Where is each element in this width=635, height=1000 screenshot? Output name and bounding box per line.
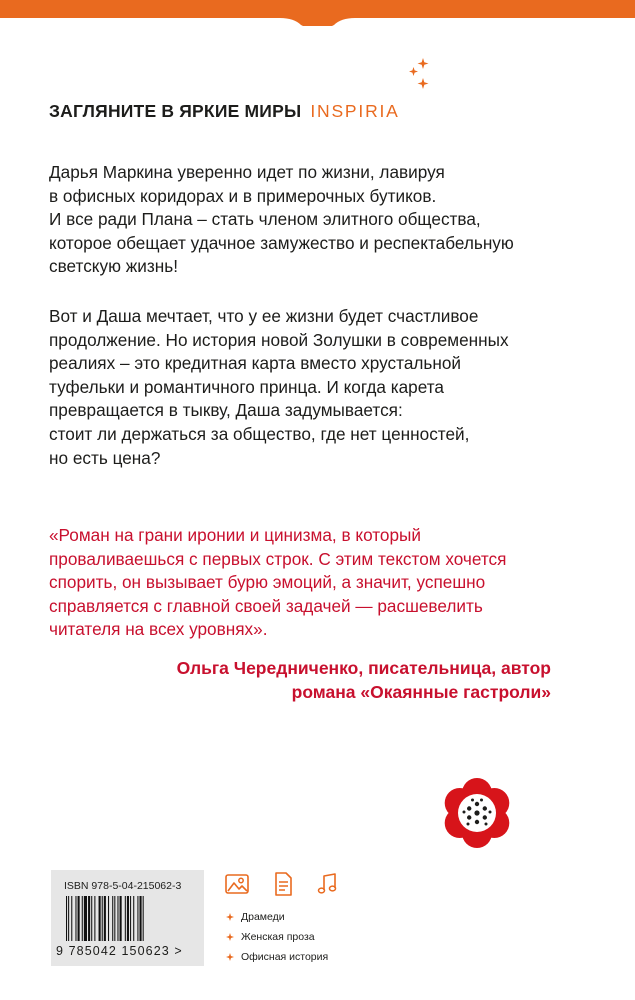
isbn-label: ISBN 978-5-04-215062-3 bbox=[64, 880, 182, 892]
series-header bbox=[49, 101, 400, 122]
review-quote bbox=[49, 524, 599, 642]
star-icon bbox=[226, 953, 234, 961]
text-line: которое обещает удачное замужество и респектабельную bbox=[49, 232, 514, 253]
text-line: но есть цена? bbox=[49, 447, 161, 468]
description-paragraph-2 bbox=[49, 305, 589, 470]
text-line: туфельки и романтичного принца. И когда карета bbox=[49, 376, 444, 397]
document-icon bbox=[270, 871, 296, 897]
text-line: светскую жизнь! bbox=[49, 256, 178, 277]
quote-line: справляется с главной своей задачей — расшевелить bbox=[49, 595, 483, 616]
attribution-line: Ольга Чередниченко, писательница, автор bbox=[176, 658, 551, 678]
text-line: в офисных коридорах и в примерочных бутиков. bbox=[49, 185, 437, 206]
music-note-icon bbox=[314, 871, 340, 897]
quote-attribution bbox=[177, 657, 551, 704]
star-icon bbox=[226, 933, 234, 941]
quote-line: читателя на всех уровнях». bbox=[49, 619, 268, 640]
genre-label: Драмеди bbox=[241, 911, 285, 923]
genre-label: Женская проза bbox=[241, 931, 315, 943]
series-header-lead: ЗАГЛЯНИТЕ В ЯРКИЕ МИРЫ bbox=[49, 101, 302, 121]
attribution-line: романа «Окаянные гастроли» bbox=[291, 681, 551, 702]
text-line: продолжение. Но история новой Золушки в современных bbox=[49, 329, 509, 350]
text-line: Дарья Маркина уверенно идет по жизни, лавируя bbox=[49, 162, 445, 182]
text-line: превращается в тыкву, Даша задумывается: bbox=[49, 400, 403, 421]
star-icon bbox=[226, 913, 234, 921]
quote-line: спорить, он вызывает бурю эмоций, а значит, успешно bbox=[49, 572, 486, 593]
top-tab bbox=[0, 0, 635, 26]
description-paragraph-1 bbox=[49, 161, 589, 279]
quote-line: «Роман на грани иронии и цинизма, в который bbox=[49, 525, 422, 545]
publisher-logo-icon bbox=[442, 778, 512, 848]
quote-line: проваливаешься с первых строк. С этим текстом хочется bbox=[49, 548, 507, 569]
text-line: И все ради Плана – стать членом элитного общества, bbox=[49, 209, 481, 230]
text-line: стоит ли держаться за общество, где нет ценностей, bbox=[49, 423, 470, 444]
sparkle-icon bbox=[408, 58, 432, 92]
barcode-number: 9 785042 150623 > bbox=[56, 944, 183, 958]
image-icon bbox=[224, 871, 250, 897]
barcode-graphic bbox=[64, 896, 200, 941]
text-line: реалиях – это кредитная карта вместо хрустальной bbox=[49, 353, 462, 374]
text-line: Вот и Даша мечтает, что у ее жизни будет счастливое bbox=[49, 306, 479, 326]
brand-name: INSPIRIA bbox=[310, 101, 400, 121]
genre-label: Офисная история bbox=[241, 951, 329, 963]
